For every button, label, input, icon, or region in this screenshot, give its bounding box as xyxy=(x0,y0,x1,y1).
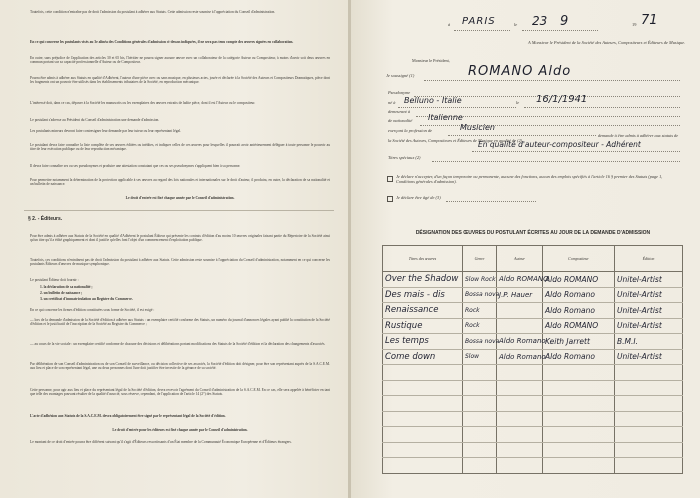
paragraph: Le postulant Éditeur doit fournir : xyxy=(30,278,79,282)
work-edition-cell: Unitel-Artist xyxy=(615,287,683,303)
year-prefix: 19 xyxy=(632,22,637,27)
titles-label: Titres spéciaux (2) xyxy=(388,155,421,160)
table-row xyxy=(383,349,683,365)
undersigned-name: ROMANO Aldo xyxy=(468,64,572,79)
table-row xyxy=(383,318,683,334)
work-composer-cell xyxy=(543,396,615,412)
work-author-cell xyxy=(497,380,543,396)
work-edition-cell: Unitel-Artist xyxy=(615,272,683,288)
work-title-cell xyxy=(383,396,463,412)
column-header-title: Titres des œuvres xyxy=(383,246,463,272)
work-composer-cell xyxy=(543,411,615,427)
paragraph: Toutefois, cette condition n'entraîne pas de droit l'admission du postulant à adhérer aux Statuts. Cette admission reste soumise à l'appréciation du Conseil d'administration. xyxy=(30,10,276,14)
paragraph: Le postulant s'adresse au Président du Conseil d'administration une demande d'admission. xyxy=(30,118,160,122)
work-edition-cell: Unitel-Artist xyxy=(615,349,683,365)
work-author-cell: Aldo Romano xyxy=(497,334,543,350)
age-label: Je déclare être âgé de (3) xyxy=(396,195,441,200)
table-row xyxy=(383,396,683,412)
work-genre-cell xyxy=(463,365,497,381)
work-title-cell: Les temps xyxy=(383,334,463,350)
table-row xyxy=(383,365,683,381)
work-genre-cell xyxy=(463,380,497,396)
column-header-composer: Compositeur xyxy=(543,246,615,272)
works-table xyxy=(382,245,683,474)
work-edition-cell: B.M.I. xyxy=(615,334,683,350)
paragraph: L'intéressé doit, dans ce cas, déposer à la Société les manuscrits ou les exemplaires des œuvres extraits de ladite pièce, dont il est l'Auteur ou le compositeur. xyxy=(30,101,256,105)
work-author-cell xyxy=(497,365,543,381)
born-date-line xyxy=(524,107,680,108)
work-genre-cell xyxy=(463,458,497,474)
fee-note: Le droit d'entrée pour les éditeurs est fixé chaque année par le Conseil d'administration. xyxy=(112,428,248,432)
paragraph: En ce qui concerne les firmes d'édition constituées sous forme de Société, il est exigé : xyxy=(30,308,155,312)
profession: Musicien xyxy=(460,123,495,132)
paragraph: En ce qui concerne les postulants visés au 3e alinéa des Conditions générales d'admission ci-dessus indiquées, il ne sera pas tenu compte des œuvres signées en collaboration. xyxy=(30,40,294,44)
work-edition-cell xyxy=(615,365,683,381)
table-row xyxy=(383,411,683,427)
work-author-cell: J.P. Hauer xyxy=(497,287,543,303)
work-genre-cell: Bossa nova xyxy=(463,334,497,350)
work-genre-cell: Slow Rock xyxy=(463,272,497,288)
declaration-text: Je déclare n'accepter, d'un façon temporaire ou permanente, aucune des fonctions, aucun des emplois spécifiés à l'article 16 § premier des Statuts (page 1, Conditions générales d'admission). xyxy=(396,174,663,185)
paragraph: Pour permettre notamment la détermination de la protection applicable à ses œuvres au regard des lois nationales et internationales sur le droit d'auteur, il produira, en outre, la déclaration de sa nationalité et un bulletin de naissance. xyxy=(30,178,330,187)
titles-line xyxy=(432,161,680,162)
work-edition-cell xyxy=(615,458,683,474)
paragraph: Pour être admis à adhérer aux Statuts de la Société en qualité d'Adhérent le postulant Éditeur qui présente les contrats d'édition d'au moins 10 œuvres originales faisant partie du Répertoire de la Société ainsi qu'un titre qu'il a édité graphiquement et dont il justifie qu'elles font l'objet d'un commencement d'exploitation publique. xyxy=(30,234,330,243)
work-edition-cell xyxy=(615,442,683,458)
work-title-cell: Come down xyxy=(383,349,463,365)
place-prefix: à xyxy=(448,22,451,27)
work-composer-cell: Aldo ROMANO xyxy=(543,272,615,288)
age-line xyxy=(446,201,536,202)
place-field-line xyxy=(454,30,510,31)
work-composer-cell: Aldo Romano xyxy=(543,349,615,365)
list-item: 2. un bulletin de naissance ; xyxy=(40,291,83,295)
paragraph: — lors de la demande d'admission de la Société d'édition à adhérer aux Statuts : un exemplaire certifié conforme des Statuts, un numéro du journal d'annonces légales ayant publié la constitution de la Société d'édition et le justificatif de l'inscription de la Société au Registre du Commerce ; xyxy=(30,318,330,327)
born-date: 16/1/1941 xyxy=(536,94,588,105)
work-genre-cell xyxy=(463,396,497,412)
work-title-cell: Over the Shadow xyxy=(383,272,463,288)
admission-request-text: demande à être admis à adhérer aux statuts de la Société des Auteurs, Compositeurs et Éditeurs de Musique en qualité de (2) xyxy=(388,133,679,144)
undersigned-line xyxy=(424,80,680,81)
work-author-cell xyxy=(497,427,543,443)
work-author-cell: Aldo ROMANO xyxy=(497,272,543,288)
table-header-row xyxy=(383,246,683,272)
addressee: A Monsieur le Président de la Société des Auteurs, Compositeurs et Éditeurs de Musique. xyxy=(528,40,686,45)
nationality-line xyxy=(420,125,680,126)
table-row xyxy=(383,458,683,474)
undersigned-label: Je soussigné (1) xyxy=(386,73,415,78)
work-title-cell: Renaissance xyxy=(383,303,463,319)
date-year: 71 xyxy=(641,13,658,28)
paragraph: Les postulants mineurs devront faire contresigner leur demande par leur tuteur ou leur représentant légal. xyxy=(30,129,181,133)
work-edition-cell: Unitel-Artist xyxy=(615,318,683,334)
paragraph: Toutefois, ces conditions n'entraînent pas de droit l'admission du postulant à adhérer aux Statuts. Cette admission reste soumise à l'appréciation du Conseil d'administration, notamment en ce qui concerne les postulants Éditeurs d'œuvres de musique symphonique. xyxy=(30,258,330,267)
age-checkbox[interactable] xyxy=(387,196,393,202)
table-row xyxy=(383,334,683,350)
work-author-cell xyxy=(497,411,543,427)
work-composer-cell: Aldo ROMANO xyxy=(543,318,615,334)
work-composer-cell xyxy=(543,458,615,474)
work-author-cell xyxy=(497,458,543,474)
list-item: 3. un certificat d'immatriculation au Registre du Commerce. xyxy=(40,297,133,301)
quality-line xyxy=(472,151,680,152)
paragraph: — au cours de la vie sociale : un exemplaire certifié conforme de chacune des décisions et délibérations portant modifications des Statuts de la Société d'édition et la déclaration des changements d'associés. xyxy=(30,342,326,346)
nationality: Italienne xyxy=(428,113,463,122)
paragraph: En outre, sans préjudice de l'application des articles 30 et 65 bis, l'héritier ne pourra signer aucune œuvre avec un collaborateur de la catégorie Auteur ou Compositeur, à moins d'avoir soit deux œuvres en commun portant sur sa capacité professionnelle d'Auteur ou de Compositeur. xyxy=(30,56,330,65)
works-table-body xyxy=(383,272,683,474)
work-title-cell xyxy=(383,411,463,427)
declaration-checkbox[interactable] xyxy=(387,176,393,182)
paragraph: Le postulant devra faire connaître la liste complète de ses œuvres éditées ou inédites, et indiquer celles de ces œuvres pour lesquelles il pourrait avoir antérieurement déléguer à toute personne le pouvoir au titre de leur exécution publique ou de leur reproduction mécanique. xyxy=(30,143,330,152)
table-row xyxy=(383,287,683,303)
work-genre-cell: Slow xyxy=(463,349,497,365)
works-table-title: DÉSIGNATION DES ŒUVRES DU POSTULANT ÉCRITES AU JOUR DE LA DEMANDE D'ADMISSION xyxy=(415,230,651,236)
profession-label: exerçant la profession de xyxy=(388,128,433,133)
work-edition-cell xyxy=(615,427,683,443)
born-label: né à xyxy=(388,100,396,105)
paragraph: L'acte d'adhésion aux Statuts de la S.A.C.E.M. devra obligatoirement être signé par le représentant légal de la Société d'édition. xyxy=(30,414,226,418)
work-composer-cell xyxy=(543,442,615,458)
work-composer-cell xyxy=(543,427,615,443)
work-title-cell: Des mais - dis xyxy=(383,287,463,303)
work-author-cell xyxy=(497,442,543,458)
table-row xyxy=(383,427,683,443)
work-author-cell: Aldo Romano xyxy=(497,349,543,365)
date-prefix: le xyxy=(514,22,518,27)
column-header-genre: Genre xyxy=(463,246,497,272)
paragraph: Par délibération de son Conseil d'administration ou de son Conseil de surveillance, ou décision collective de ses associés, la Société d'édition doit désigner, pour être son représentant auprès de la S.A.C.E.M. aux lieu et place de son représentant légal, une ou deux personnes dont l'une doit justifier être investie de la gérance de sa société. xyxy=(30,362,330,371)
work-genre-cell: Rock xyxy=(463,318,497,334)
place-field: PARIS xyxy=(462,16,496,27)
work-genre-cell xyxy=(463,411,497,427)
paragraph: Le montant de ce droit d'entrée pourra être différent suivant qu'il s'agit d'Éditeurs ressortissants d'un État membre de la Communauté Économique Européenne et d'Éditeurs étrangers. xyxy=(30,440,292,444)
table-row xyxy=(383,272,683,288)
nationality-label: de nationalité xyxy=(388,118,413,123)
pseudonyme-label: Pseudonyme xyxy=(388,90,411,95)
list-item: 1. la déclaration de sa nationalité ; xyxy=(40,285,93,289)
work-genre-cell xyxy=(463,442,497,458)
born-date-label: le xyxy=(516,100,520,105)
work-composer-cell: Keith Jarrett xyxy=(543,334,615,350)
work-title-cell: Rustique xyxy=(383,318,463,334)
paragraph: Cette personne, pour agir aux lieu et place du représentant légal de la Société d'édition, devra recevoir l'agrément du Conseil d'administration de la S.A.C.E.M. En ce cas, elle sera appelée à bénéficier en tant que telle des avantages pouvant résulter de la qualité d'associé, sous réserve, cependant, de l'application de l'article 14 (2°) des Statuts. xyxy=(30,388,330,397)
work-title-cell xyxy=(383,442,463,458)
paragraph: Il devra faire connaître ses ou ses pseudonymes et produire une attestation constatant que ces ou ses pseudonymes s'appliquent bien à sa personne. xyxy=(30,164,241,168)
work-genre-cell xyxy=(463,427,497,443)
work-edition-cell xyxy=(615,411,683,427)
date-day: 23 xyxy=(532,14,548,28)
work-genre-cell: Bossa nova xyxy=(463,287,497,303)
salutation: Monsieur le Président, xyxy=(412,58,450,63)
work-title-cell xyxy=(383,365,463,381)
residing-label: demeurant à xyxy=(388,109,411,114)
work-edition-cell xyxy=(615,396,683,412)
work-genre-cell: Rock xyxy=(463,303,497,319)
work-edition-cell xyxy=(615,380,683,396)
table-row xyxy=(383,303,683,319)
divider xyxy=(24,210,334,211)
table-row xyxy=(383,442,683,458)
work-author-cell xyxy=(497,396,543,412)
date-field-line xyxy=(522,30,598,31)
born-line xyxy=(398,107,516,108)
date-month: 9 xyxy=(560,14,569,29)
work-author-cell xyxy=(497,303,543,319)
column-header-edition: Édition xyxy=(615,246,683,272)
column-header-author: Auteur xyxy=(497,246,543,272)
work-composer-cell: Aldo Romano xyxy=(543,287,615,303)
born-place: Belluno - Italie xyxy=(404,96,462,105)
work-composer-cell xyxy=(543,365,615,381)
left-page xyxy=(0,0,349,498)
fee-note: Le droit d'entrée est fixé chaque année par le Conseil d'administration. xyxy=(125,196,235,200)
work-composer-cell xyxy=(543,380,615,396)
work-edition-cell: Unitel-Artist xyxy=(615,303,683,319)
work-title-cell xyxy=(383,380,463,396)
quality: En qualité d'auteur-compositeur - Adhérent xyxy=(478,140,641,149)
work-composer-cell: Aldo Romano xyxy=(543,303,615,319)
section-title-editors: § 2. - Éditeurs. xyxy=(28,216,63,222)
work-author-cell xyxy=(497,318,543,334)
table-row xyxy=(383,380,683,396)
work-title-cell xyxy=(383,458,463,474)
work-title-cell xyxy=(383,427,463,443)
paragraph: Pourra être admis à adhérer aux Statuts en qualité d'Adhérent, l'auteur d'une pièce avec ou sans musique, en plusieurs actes, jouée et déclarée à la Société des Auteurs et Compositeurs Dramatiques, pièce dont les fragments ont un pouvoir être utilisés dans les établissements tributaires de la Société, en reproduction mécanique. xyxy=(30,76,330,85)
